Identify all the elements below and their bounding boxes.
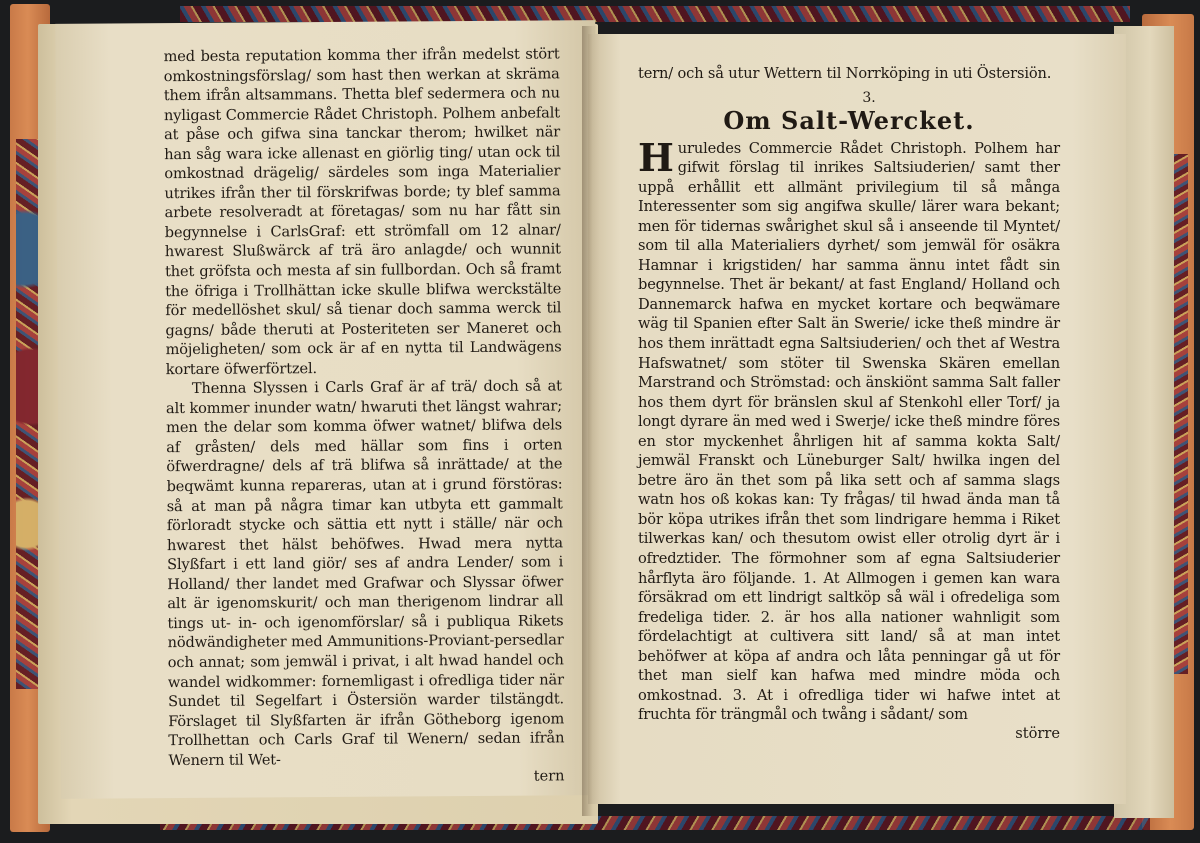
section-number: 3. — [862, 89, 876, 106]
section-heading: Om Salt-Wercket. — [723, 105, 975, 135]
book-gutter-shadow — [582, 26, 600, 816]
right-page-text — [638, 64, 1060, 84]
left-paragraph-1: med besta reputation komma ther ifrån medelst stört omkostningsförslag/ som hast then werkan at skräma them ifrån altsammans. Thetta blef sedermera och nu nyligast Commercie Rådet Christoph. Polhem anbefalt at påse och gifwa sina tanckar therom; hwilket när han såg wara icke allenast en giörlig ting/ utan ock til omkostnad drägelig/ särdeles som inga Materialier utrikes ifrån ther til förskrifwas borde; ty blef samma arbete resolveradt at företagas/ som nu har fått sin begynnelse i CarlsGraf: ett strömfall om 12 alnar/ hwarest Slußwärck af trä äro anlagde/ och wunnit thet gröfsta och mesta af sin fullbordan. Och så framt the öfriga i Trollhättan icke skulle blifwa werckstälte för medellöshet skul/ så tienar doch samma werck til gagns/ både theruti at Posteriteten ser Maneret och möjeligheten/ som ock är af en nytta til Landwägens kortare öfwerförtzel. — [163, 45, 562, 378]
left-page-text — [163, 44, 564, 770]
right-page — [588, 34, 1126, 804]
right-body-text — [638, 134, 1060, 725]
drop-capital: H — [638, 134, 674, 180]
top-marbled-edge — [180, 6, 1130, 22]
right-catchword: större — [1015, 724, 1060, 742]
left-catchword: tern — [533, 767, 565, 785]
left-paragraph-2: Thenna Slyssen i Carls Graf är af trä/ doch så at alt kommer inunder watn/ hwaruti thet längst wahrar; men the delar som komma öfwer watnet/ blifwa dels af gråsten/ dels med hällar som fins i orten öfwerdragne/ dels af trä blifwa så inrättade/ at the beqwämt kunna repareras, utan at i grund förstöras: så at man på några timar kan utbyta ett gammalt förloradt stycke och sättia ett nytt i ställe/ när och hwarest thet hälst behöfwes. Hwad mera nytta Slyßfart i ett land giör/ ses af andra Lender/ som i Holland/ ther landet med Grafwar och Slyssar öfwer alt är igenomskurit/ och man therigenom lindrar all tings ut- in- och igenomförslar/ så i publiqua Rikets nödwändigheter med Ammunitions-Proviant-persedlar och annat; som jemwäl i privat, i alt hwad handel och wandel widkommer: fornemligast i ofredliga tider när Sundet til Segelfart i Östersiön warder tilstängdt. Förslaget til Slyßfarten är ifrån Götheborg igenom Trollhettan och Carls Graf til Wenern/ sedan ifrån Wenern til Wet- — [165, 377, 565, 769]
right-body: uruledes Commercie Rådet Christoph. Polhem har gifwit förslag til inrikes Saltsiuderien/ samt ther uppå erhållit ett allmänt privilegium til så många Interessenter som sig angifwa skulle/ lärer wara bekant; men för tidernas swårighet skul så i anseende til Myntet/ som til alla Materialiers dyrhet/ som jemwäl för osäkra Hamnar i krigstiden/ har samma ännu intet fådt sin begynnelse. Thet är bekant/ at fast England/ Holland och Dannemarck hafwa en mycket kortare och beqwämare wäg til Spanien efter Salt än Swerie/ icke theß mindre är hos them inrättadt egna Saltsiuderien/ och thet af Westra Hafswatnet/ som stöter til Swenska Skären emellan Marstrand och Strömstad: och änskiönt samma Salt faller hos them dyrt för bränslen skul af Stenkohl eller Torf/ ja longt dyrare än med wed i Swerje/ icke theß mindre föres en stor myckenhet åhrligen hit af samma kokta Salt/ jemwäl Franskt och Lüneburger Salt/ hwilka ingen del betre äro än thet som på lika sett och af samma slags watn hos oß kokas kan: Ty frågas/ til hwad ända man tå bör köpa utrikes ifrån thet som lindrigare hemma i Riket tilwerkas kan/ och thesutom owist eller otrolig dyrt är i ofredztider. The förmohner som af egna Saltsiuderier hårflyta äro följande. 1. At Allmogen i gemen kan wara försäkrad om ett lindrigt saltköp så wäl i ofredeliga som fredeliga tider. 2. är hos alla nationer wahnligit som fördelachtigt at cultivera sitt land/ så at man intet behöfwer at köpa af andra och låta penningar gå ut för thet man sielf kan hafwa med mindre möda och omkostnad. 3. At i ofredliga tider wi hafwe intet at fruchta för trängmål och twång i sådant/ som — [638, 139, 1060, 724]
left-page — [55, 20, 600, 799]
right-continuation: tern/ och så utur Wettern til Norrköping in uti Östersiön. — [638, 65, 1052, 82]
